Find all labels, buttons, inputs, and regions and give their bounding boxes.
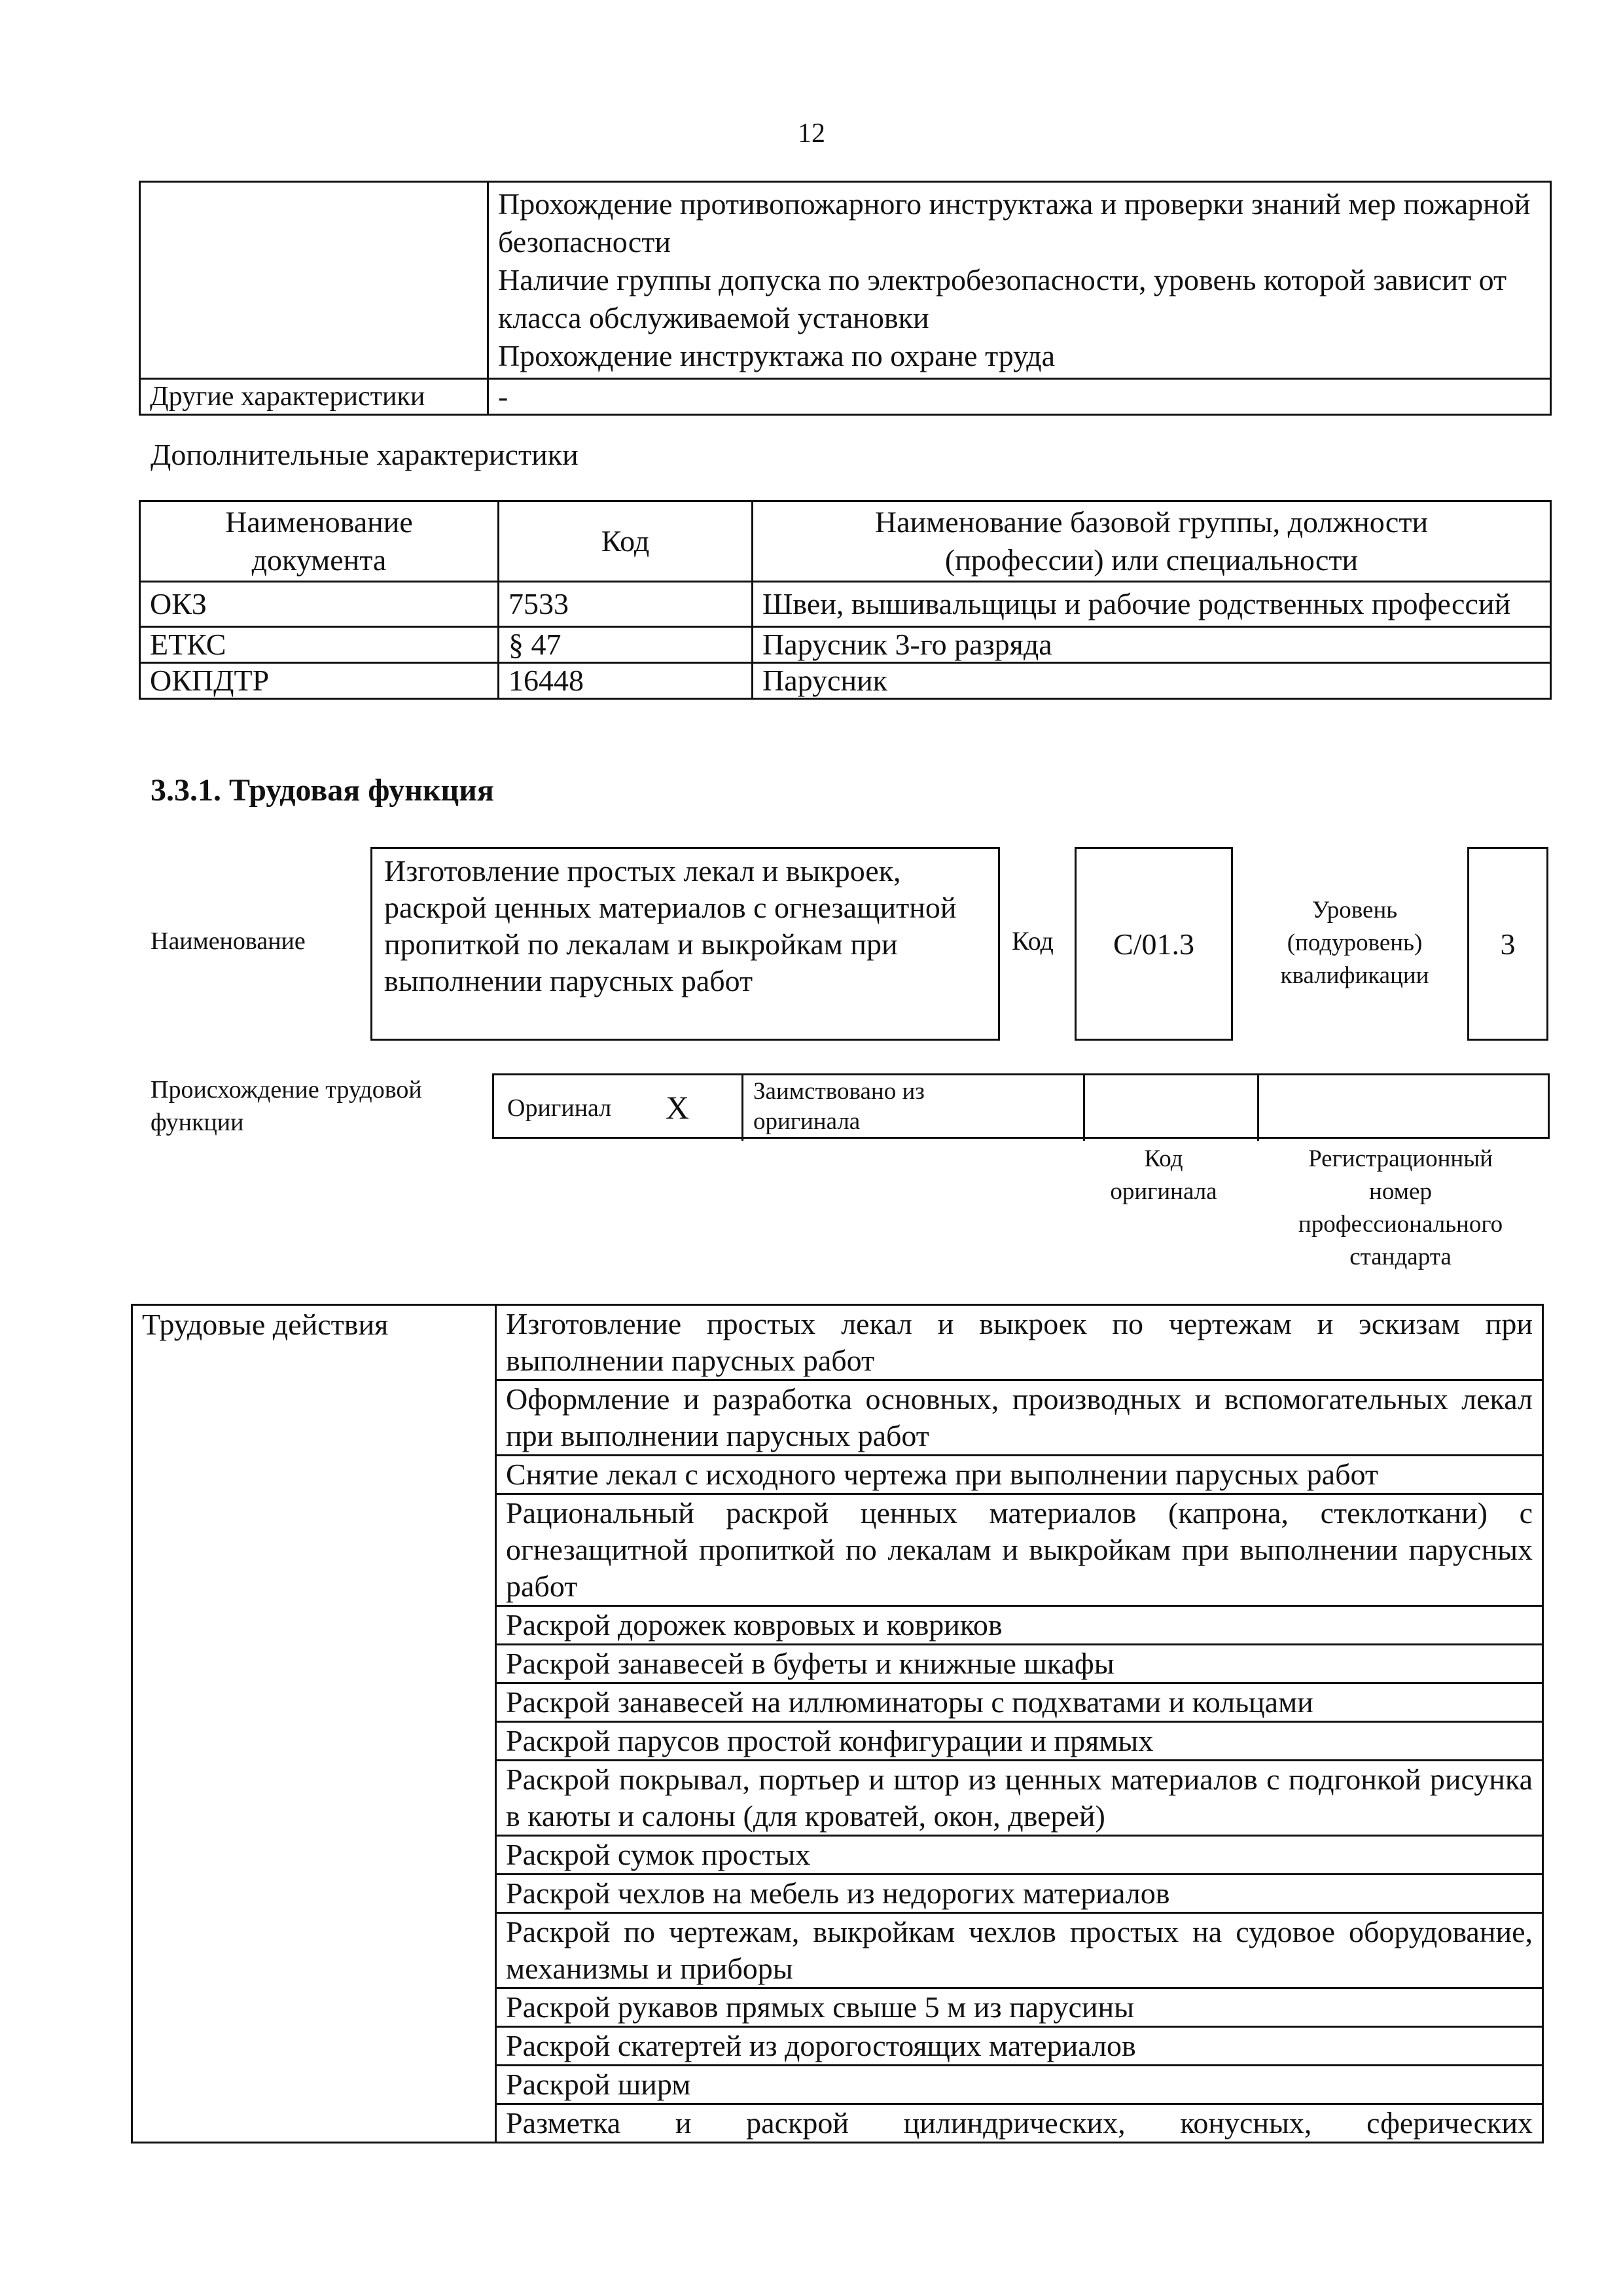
function-name-box xyxy=(370,847,1000,1041)
requirements-label-cell xyxy=(140,182,488,379)
cell-code: 7533 xyxy=(499,582,753,627)
table-row xyxy=(140,627,1551,663)
cell-doc: ОКПДТР xyxy=(140,663,499,699)
cell-name: Швеи, вышивальщицы и рабочие родственных профессий xyxy=(753,582,1551,627)
cell-name: Парусник xyxy=(753,663,1551,699)
action-item: Раскрой занавесей на иллюминаторы с подхватами и кольцами xyxy=(496,1683,1543,1722)
cell-doc: ЕТКС xyxy=(140,627,499,663)
additional-heading: Дополнительные характеристики xyxy=(151,438,579,471)
level-label: Уровень (подуровень) квалификации xyxy=(1280,897,1429,989)
actions-label: Трудовые действия xyxy=(132,1305,496,2143)
action-item: Раскрой ширм xyxy=(496,2066,1543,2104)
table-row xyxy=(132,1305,1543,1380)
action-item: Разметка и раскрой цилиндрических, конусных, сферических xyxy=(496,2104,1543,2143)
code-original-caption: Код оригинала xyxy=(1110,1145,1217,1205)
origin-table xyxy=(492,1073,1550,1139)
function-name-value: Изготовление простых лекал и выкроек, раскрой ценных материалов с огнезащитной пропиткой по лекалам и выкройкам при выполнении парусных работ xyxy=(384,854,957,997)
original-mark: X xyxy=(666,1089,690,1126)
function-name-label: Наименование xyxy=(151,927,306,955)
origin-label: Происхождение трудовой функции xyxy=(151,1076,422,1136)
origin-divider xyxy=(1083,1075,1085,1141)
cell-name: Парусник 3-го разряда xyxy=(753,627,1551,663)
code-value: C/01.3 xyxy=(1113,927,1194,961)
table-row xyxy=(140,379,1551,415)
cell-code: § 47 xyxy=(499,627,753,663)
requirement-line: Наличие группы допуска по электробезопасности, уровень которой зависит от класса обслуживаемой установки xyxy=(498,263,1507,334)
other-characteristics-label: Другие характеристики xyxy=(140,379,488,415)
action-item: Оформление и разработка основных, производных и вспомогательных лекал при выполнении парусных работ xyxy=(496,1380,1543,1456)
header-name: Наименование базовой группы, должности (профессии) или специальности xyxy=(753,501,1551,582)
page-number: 12 xyxy=(798,118,825,149)
table-header-row xyxy=(140,501,1551,582)
level-value: 3 xyxy=(1500,927,1516,961)
action-item: Раскрой сумок простых xyxy=(496,1836,1543,1874)
origin-divider xyxy=(1257,1075,1259,1141)
other-characteristics-value: - xyxy=(488,379,1551,415)
action-item: Раскрой дорожек ковровых и ковриков xyxy=(496,1606,1543,1645)
header-code: Код xyxy=(499,501,753,582)
reg-number-caption: Регистрационный номер профессионального стандарта xyxy=(1298,1145,1503,1270)
origin-divider xyxy=(741,1075,743,1141)
requirements-cell xyxy=(488,182,1551,379)
action-item: Рациональный раскрой ценных материалов (капрона, стеклоткани) с огнезащитной пропиткой по лекалам и выкройкам при выполнении парусных работ xyxy=(496,1494,1543,1606)
cell-code: 16448 xyxy=(499,663,753,699)
action-item: Раскрой по чертежам, выкройкам чехлов простых на судовое оборудование, механизмы и приборы xyxy=(496,1913,1543,1988)
action-item: Раскрой занавесей в буфеты и книжные шкафы xyxy=(496,1645,1543,1683)
level-box xyxy=(1467,847,1548,1041)
action-item: Изготовление простых лекал и выкроек по чертежам и эскизам при выполнении парусных работ xyxy=(496,1305,1543,1380)
action-item: Раскрой чехлов на мебель из недорогих материалов xyxy=(496,1874,1543,1913)
action-item: Раскрой скатертей из дорогостоящих материалов xyxy=(496,2027,1543,2066)
cell-doc: ОКЗ xyxy=(140,582,499,627)
action-item: Снятие лекал с исходного чертежа при выполнении парусных работ xyxy=(496,1456,1543,1494)
requirements-table xyxy=(139,181,1552,416)
action-item: Раскрой покрывал, портьер и штор из ценных материалов с подгонкой рисунка в каюты и салоны (для кроватей, окон, дверей) xyxy=(496,1761,1543,1836)
original-label: Оригинал xyxy=(507,1094,612,1122)
requirement-line: Прохождение противопожарного инструктажа и проверки знаний мер пожарной безопасности xyxy=(498,187,1531,259)
header-document: Наименование документа xyxy=(140,501,499,582)
section-heading: 3.3.1. Трудовая функция xyxy=(151,773,494,808)
borrowed-label: Заимствовано из оригинала xyxy=(753,1078,925,1135)
code-label: Код xyxy=(1012,926,1054,956)
code-box xyxy=(1075,847,1233,1041)
action-item: Раскрой рукавов прямых свыше 5 м из парусины xyxy=(496,1988,1543,2027)
table-row xyxy=(140,582,1551,627)
table-row xyxy=(140,663,1551,699)
actions-table xyxy=(131,1304,1544,2144)
table-row xyxy=(140,182,1551,379)
action-item: Раскрой парусов простой конфигурации и прямых xyxy=(496,1722,1543,1761)
requirement-line: Прохождение инструктажа по охране труда xyxy=(498,339,1056,372)
additional-table xyxy=(139,500,1552,700)
